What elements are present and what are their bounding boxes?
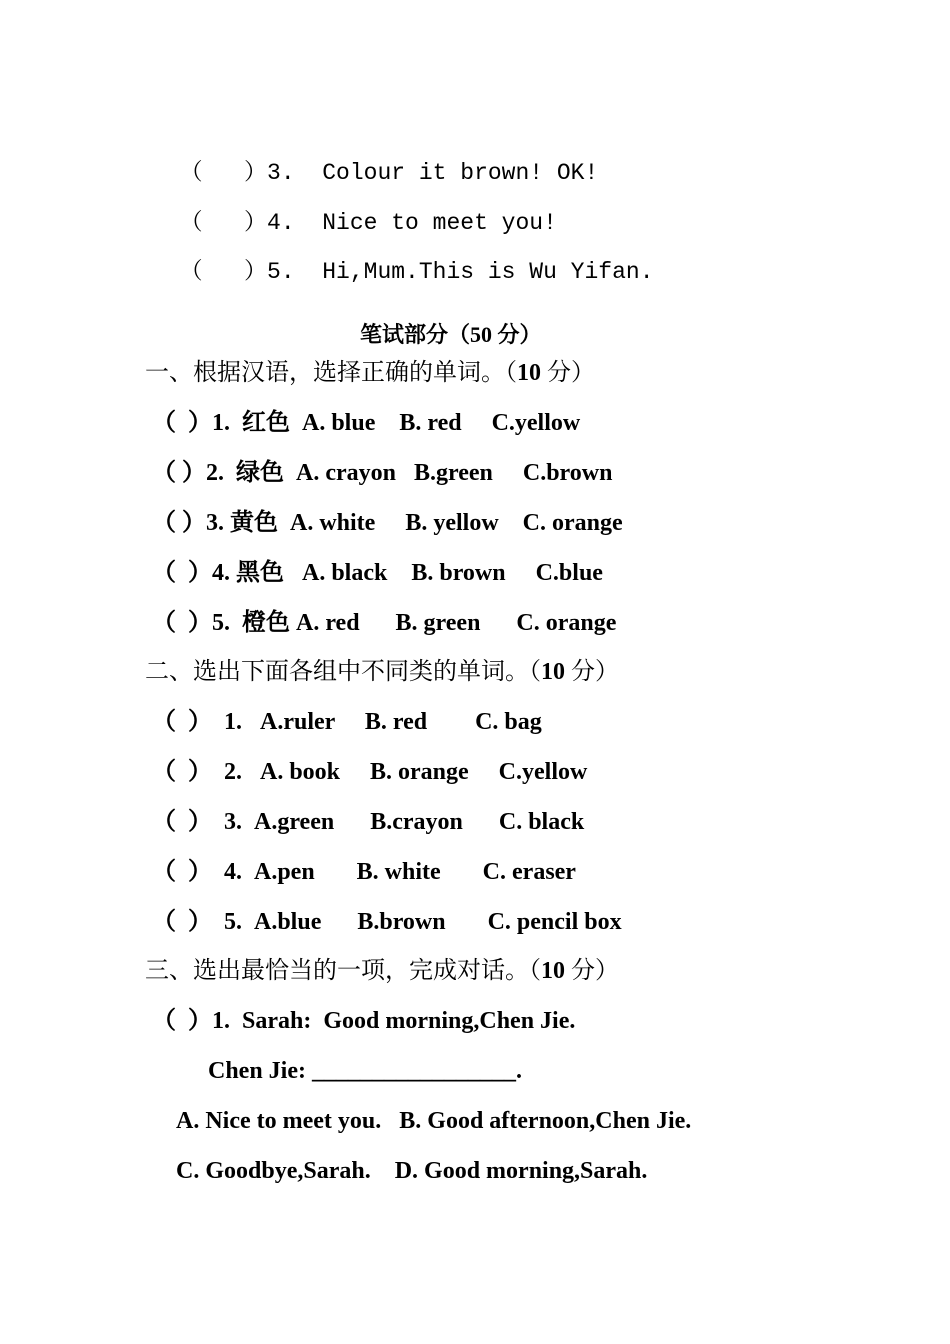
item-text: 4. Nice to meet you! [267, 210, 557, 236]
section1-item-4: （ ）4. 黑色 A. black B. brown C.blue [152, 560, 603, 586]
listening-item-4 [152, 189, 557, 235]
section2-heading: 二、选出下面各组中不同类的单词。（10 分） [145, 659, 619, 685]
answer-paren: （ ） [179, 160, 268, 186]
section1-item-1: （ ）1. 红色 A. blue B. red C.yellow [152, 410, 581, 436]
section1-item-3: （ ）3. 黄色 A. white B. yellow C. orange [152, 510, 623, 536]
section1-heading: 一、根据汉语，选择正确的单词。（10 分） [145, 360, 595, 386]
answer-paren: （ ） [179, 259, 268, 285]
section3-question-1: （ ）1. Sarah: Good morning,Chen Jie. [152, 1008, 576, 1034]
section1-item-5: （ ）5. 橙色 A. red B. green C. orange [152, 610, 617, 636]
section3-question-1-reply: Chen Jie: _________________. [208, 1058, 522, 1084]
section2-item-2: （ ） 2. A. book B. orange C.yellow [152, 759, 588, 785]
section2-item-4: （ ） 4. A.pen B. white C. eraser [152, 859, 576, 885]
answer-paren: （ ） [179, 210, 268, 236]
section2-item-5: （ ） 5. A.blue B.brown C. pencil box [152, 909, 622, 935]
listening-item-5 [152, 238, 654, 284]
item-text: 5. Hi,Mum.This is Wu Yifan. [267, 259, 654, 285]
section2-item-3: （ ） 3. A.green B.crayon C. black [152, 809, 585, 835]
section3-heading: 三、选出最恰当的一项，完成对话。（10 分） [145, 958, 619, 984]
section3-options-cd: C. Goodbye,Sarah. D. Good morning,Sarah. [176, 1158, 648, 1184]
item-text: 3. Colour it brown! OK! [267, 160, 599, 186]
written-part-title: 笔试部分（50 分） [360, 322, 542, 347]
section2-item-1: （ ） 1. A.ruler B. red C. bag [152, 709, 542, 735]
section1-item-2: （ ）2. 绿色 A. crayon B.green C.brown [152, 460, 613, 486]
section3-options-ab: A. Nice to meet you. B. Good afternoon,Chen Jie. [176, 1108, 692, 1134]
listening-item-3 [152, 139, 598, 185]
